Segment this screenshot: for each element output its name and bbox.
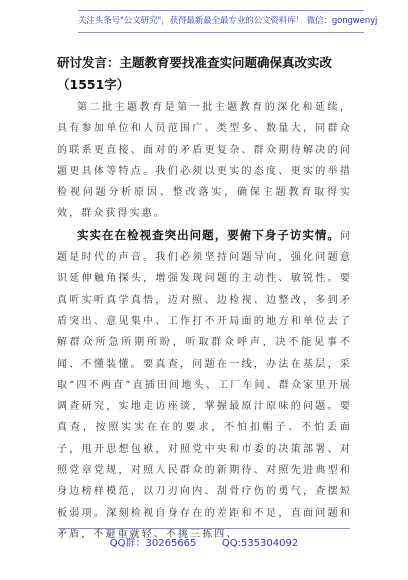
footer-qq-group: QQ群：30265665 [109, 538, 197, 549]
header-banner [0, 0, 408, 42]
footer-contact [0, 534, 408, 549]
paragraph-1 [57, 96, 352, 225]
paragraph-2 [57, 225, 352, 545]
document-title: 研讨发言：主题教育要找准查实问题确保真改实改（1551字） [57, 55, 333, 92]
banner-text: 关注头条号"公文研究"，获得最新最全最专业的公文资料库！ 微信：gongwenyj [78, 16, 378, 26]
document-body [57, 52, 352, 545]
banner-bottom-rule [78, 32, 364, 33]
footer-rule [58, 528, 350, 529]
footer [0, 528, 408, 550]
paragraph-2-text: 问题是时代的声音。我们必须坚持问题导向，强化问题意识延伸触角探头，增强发现问题的主动性、敏锐性。要真听实听真学真悟，迈对照、边检视、边整改，多到矛盾突出、意见集中、工作打不开局面的地方和单位去了解群众所急所期所盼，听取群众呼声，决不能见事不闻、不懂装懂。要真查，问题在一线，办法在基层，采取“四不两直”直插田间地头、工厂车间、群众家里开展调查研究，实地走访座谈，掌握最原汁原味的问题。要真查，按照实实在在的要求，不怕扣帽子、不怕丢面子，甩开思想包袱，对照党中央和市委的决策部署、对照党章党规，对照人民群众的新期待、对照先进典型和身边榜样模范，以刀刃向内、刮骨疗伤的勇气，查摆短板弱项。深刻检视自身存在的差距和不足，直面问题和矛盾，不避重就轻、不挑三拣四、 [57, 230, 352, 540]
paragraph-1-text: 第二批主题教育是第一批主题教育的深化和延续，具有参加单位和人员范围广、类型多、数量大，同群众的联系更直接、面对的矛盾更复杂、群众期待解决的问题更具体等特点。我们必须以更实的态度、更实的举措检视问题分析原因、整改落实，确保主题教育取得实效，群众获得实惠。 [57, 102, 352, 220]
banner-top-rule [78, 10, 364, 11]
paragraph-2-lead: 实实在在检视查突出问题，要俯下身子访实情。 [77, 227, 340, 242]
footer-qq: QQ:535304092 [221, 538, 299, 549]
